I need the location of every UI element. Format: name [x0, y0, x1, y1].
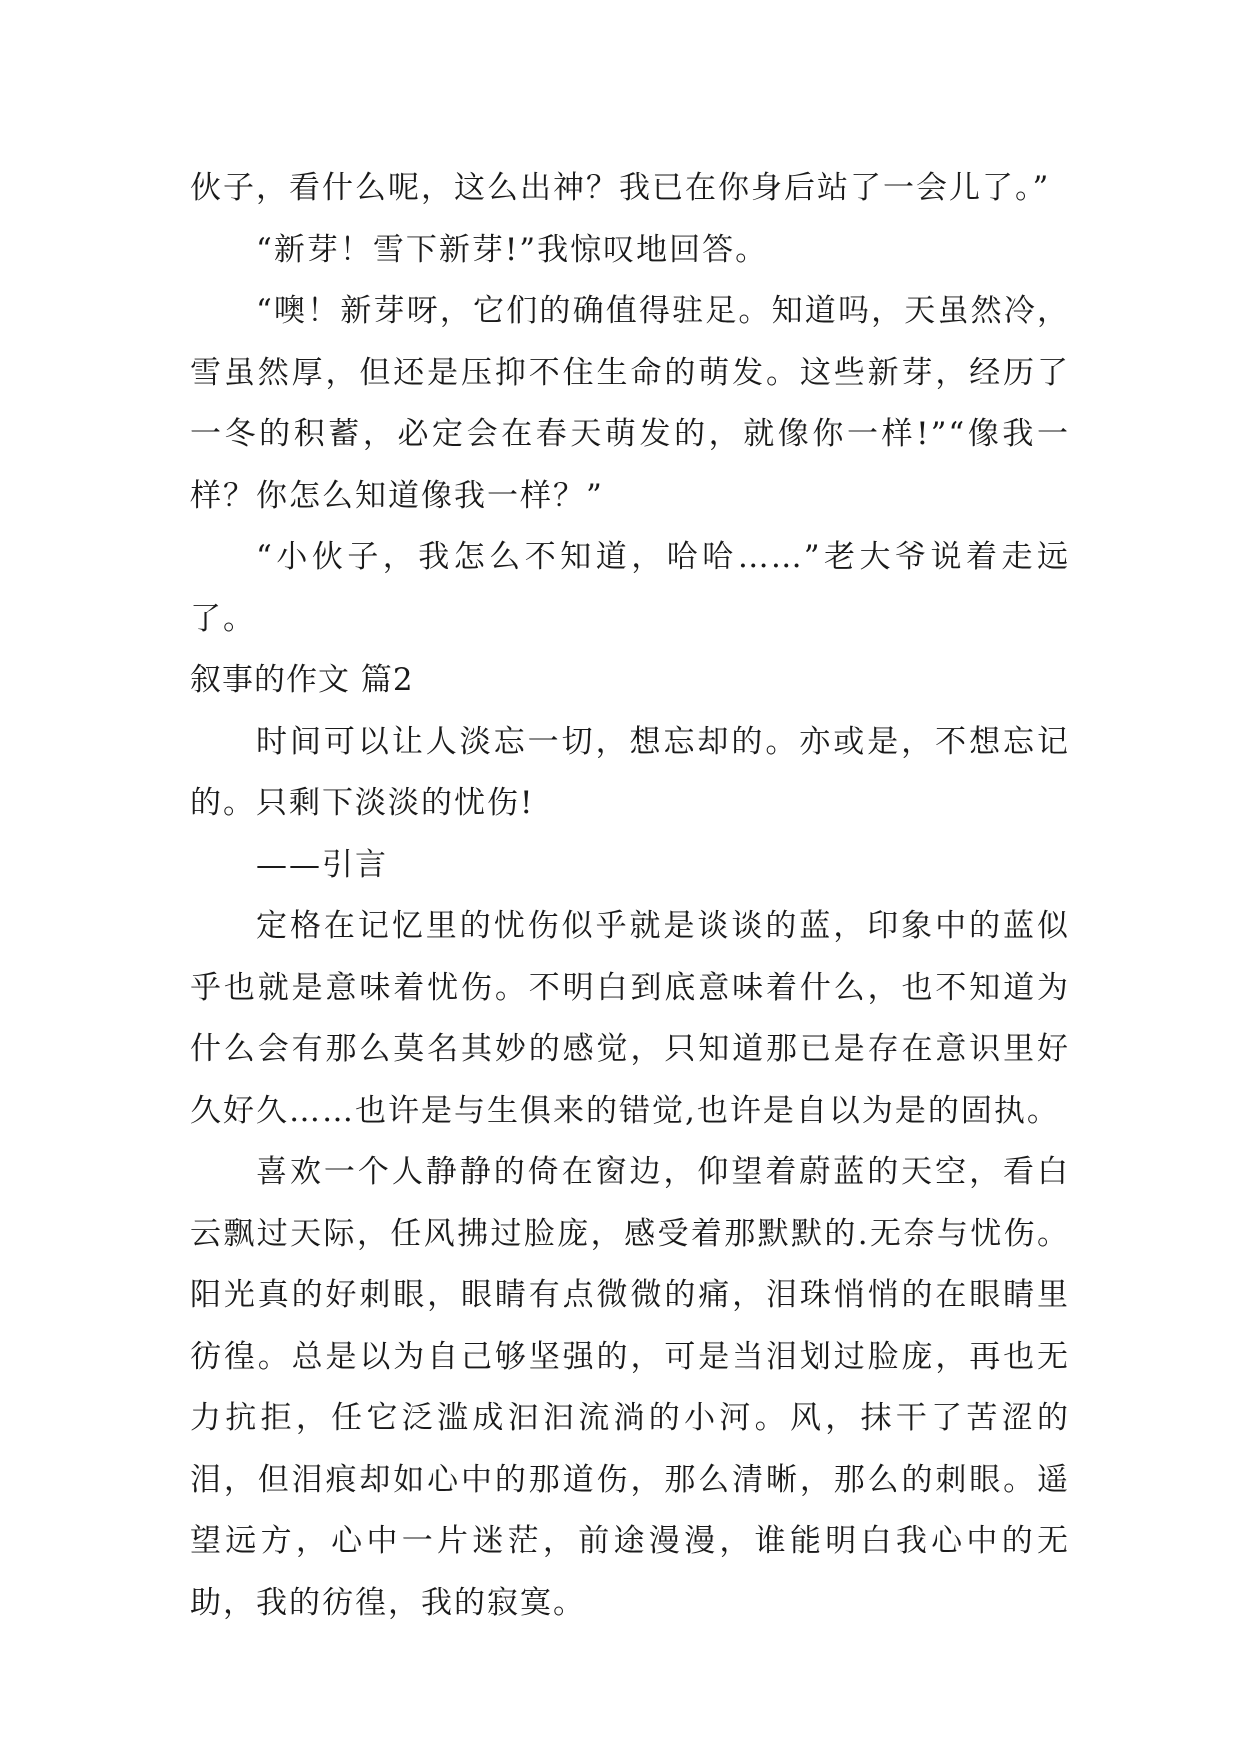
paragraph: “新芽！雪下新芽!”我惊叹地回答。 [256, 231, 769, 268]
paragraph: “小伙子，我怎么不知道，哈哈……”老大爷说着走远了。 [190, 539, 1070, 637]
paragraph: 定格在记忆里的忧伤似乎就是谈谈的蓝，印象中的蓝似乎也就是意味着忧伤。不明白到底意味着什么，也不知道为什么会有那么莫名其妙的感觉，只知道那已是存在意识里好久好久……也许是与生俱来的错觉,也许是自以为是的固执。 [190, 908, 1070, 1129]
section-heading: 叙事的作文 篇2 [190, 662, 414, 698]
epigraph-attribution: ——引言 [256, 846, 388, 883]
document-page [190, 158, 1070, 1634]
paragraph: 喜欢一个人静静的倚在窗边，仰望着蔚蓝的天空，看白云飘过天际，任风拂过脸庞，感受着那默默的.无奈与忧伤。阳光真的好刺眼，眼睛有点微微的痛，泪珠悄悄的在眼睛里彷徨。总是以为自己够坚强的，可是当泪划过脸庞，再也无力抗拒，任它泛滥成汩汩流淌的小河。风，抹干了苦涩的泪，但泪痕却如心中的那道伤，那么清晰，那么的刺眼。遥望远方，心中一片迷茫，前途漫漫，谁能明白我心中的无助，我的彷徨，我的寂寞。 [190, 1154, 1070, 1621]
paragraph: 时间可以让人淡忘一切，想忘却的。亦或是，不想忘记的。只剩下淡淡的忧伤! [190, 723, 1070, 821]
paragraph: 伙子，看什么呢，这么出神？我已在你身后站了一会儿了。” [190, 170, 1051, 206]
paragraph: “噢！新芽呀，它们的确值得驻足。知道吗，天虽然冷，雪虽然厚，但还是压抑不住生命的萌发。这些新芽，经历了一冬的积蓄，必定会在春天萌发的，就像你一样!”“像我一样？你怎么知道像我一样？” [190, 293, 1070, 514]
